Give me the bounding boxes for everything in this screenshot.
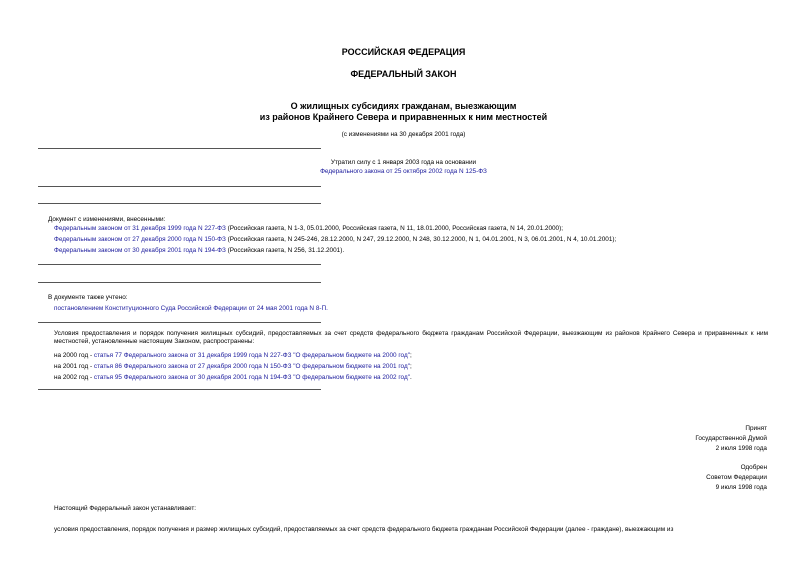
- court-ruling-link[interactable]: постановлением Конституционного Суда Российской Федерации от 24 мая 2001 года N 8-П.: [54, 305, 328, 312]
- amendment-item: [54, 236, 616, 244]
- amendment-link[interactable]: Федеральным законом от 27 декабря 2000 года N 150-ФЗ: [54, 236, 226, 243]
- budget-article-link[interactable]: статья 95 Федерального закона от 30 декабря 2001 года N 194-ФЗ "О федеральном бюджете на 2002 год": [93, 374, 410, 381]
- amendment-item: [54, 247, 344, 255]
- approved-date: 9 июля 1998 года: [715, 484, 767, 491]
- amendment-source: (Российская газета, N 1-3, 05.01.2000, Российская газета, N 11, 18.01.2000, Российская газета, N 14, 20.01.2000);: [225, 225, 564, 232]
- adopted-body: Государственной Думой: [695, 435, 767, 442]
- conditions-paragraph: Условия предоставления и порядок получения жилищных субсидий, предоставляемых за счет средств федерального бюджета гражданам Российской Федерации, выезжающим из районов Крайнего Севера и приравненных к ним местностей, установленные настоящим Законом, распространены:: [54, 330, 768, 345]
- approved-label: Одобрен: [740, 464, 767, 471]
- law-type-heading: ФЕДЕРАЛЬНЫЙ ЗАКОН: [350, 69, 457, 79]
- body-paragraph: условия предоставления, порядок получения и размер жилищных субсидий, предоставляемых за счет средств федерального бюджета гражданам Российской Федерации (далее - граждане), выезжающим из: [54, 526, 674, 533]
- divider: [38, 186, 321, 187]
- amendment-item: [54, 225, 563, 233]
- budget-article-link[interactable]: статья 86 Федерального закона от 27 декабря 2000 года N 150-ФЗ "О федеральном бюджете на 2001 год": [93, 363, 410, 370]
- amendment-link[interactable]: Федеральным законом от 30 декабря 2001 года N 194-ФЗ: [54, 247, 226, 254]
- divider: [38, 282, 321, 283]
- federation-heading: РОССИЙСКАЯ ФЕДЕРАЦИЯ: [341, 47, 466, 57]
- divider: [38, 148, 321, 149]
- budget-item: на 2001 год - статья 86 Федерального закона от 27 декабря 2000 года N 150-ФЗ "О федеральном бюджете на 2001 год";: [54, 363, 412, 370]
- considered-heading: В документе также учтено:: [48, 294, 128, 301]
- divider: [38, 322, 321, 323]
- amendments-heading: Документ с изменениями, внесенными:: [48, 216, 166, 223]
- law-title-line2: из районов Крайнего Севера и приравненных к ним местностей: [259, 112, 548, 122]
- budget-article-link[interactable]: статья 77 Федерального закона от 31 декабря 1999 года N 227-ФЗ "О федеральном бюджете на 2000 год": [93, 352, 410, 359]
- amendment-link[interactable]: Федеральным законом от 31 декабря 1999 года N 227-ФЗ: [54, 225, 226, 232]
- intro-sentence: Настоящий Федеральный закон устанавливает:: [54, 505, 197, 512]
- expired-text: Утратил силу с 1 января 2003 года на основании: [330, 159, 477, 166]
- budget-item: на 2002 год - статья 95 Федерального закона от 30 декабря 2001 года N 194-ФЗ "О федеральном бюджете на 2002 год".: [54, 374, 412, 381]
- law-title-line1: О жилищных субсидиях гражданам, выезжающим: [290, 101, 517, 111]
- amended-note: (с изменениями на 30 декабря 2001 года): [341, 131, 466, 138]
- adopted-label: Принят: [745, 425, 767, 432]
- adopted-date: 2 июля 1998 года: [715, 445, 767, 452]
- divider: [38, 264, 321, 265]
- amendment-source: (Российская газета, N 256, 31.12.2001).: [225, 247, 345, 254]
- divider: [38, 203, 321, 204]
- budget-item: на 2000 год - статья 77 Федерального закона от 31 декабря 1999 года N 227-ФЗ "О федеральном бюджете на 2000 год";: [54, 352, 412, 359]
- approved-body: Советом Федерации: [706, 474, 767, 481]
- amendment-source: (Российская газета, N 245-246, 28.12.2000, N 247, 29.12.2000, N 248, 30.12.2000, N 1, 04.01.2001, N 3, 06.01.2001, N 4, 10.01.2001);: [225, 236, 617, 243]
- expired-law-link[interactable]: Федерального закона от 25 октября 2002 года N 125-ФЗ: [320, 168, 487, 175]
- divider: [38, 389, 321, 390]
